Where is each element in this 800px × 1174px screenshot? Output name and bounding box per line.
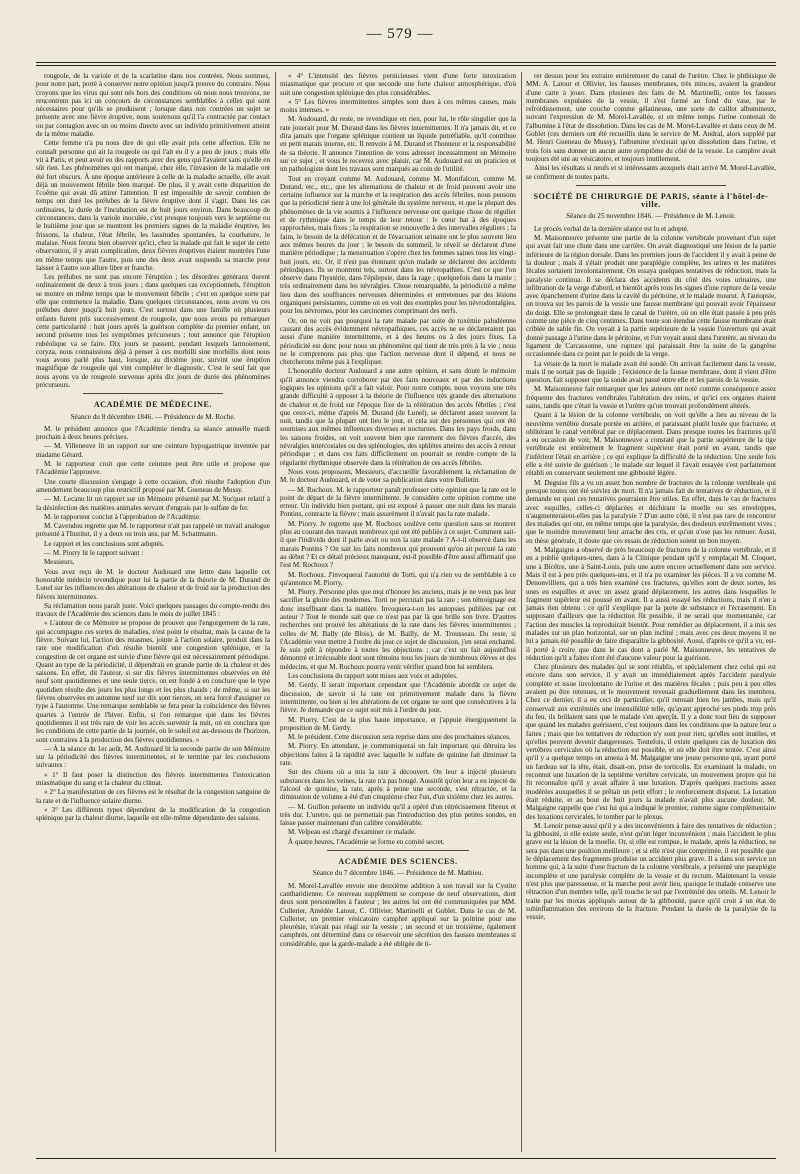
section-title-societe-chirurgie: SOCIÉTÉ DE CHIRURGIE DE PARIS, séante à l'hôtel-de-ville. [533,191,769,210]
paragraph: « 3° Les différents types dépendent de la modification de la congestion splénique par la chaleur diurne, laquelle est elle-même dépendante des saisons. [36,805,270,823]
paragraph: rougeole, de la variole et de la scarlatine dans nos contrées. Nous sommes, pour notre part, porté à conserver notre opinion jusqu'à preuve du contraire. Nous croyons que les virus qui sont nés hors des conditions où nous nous trouvons, ne rencontrent pas ici un concours de circonstances semblables à celles qui sont nécessaires pour qu'ils se produisent ; lorsque dans nos contrées un sujet se présente avec une fièvre éruptive, nous soutenons qu'il l'a contractée par contact ou par contagion avec un ou moins directe avec un individu primitivement atteint de la même maladie. [36,72,270,139]
paragraph: — À la séance du 1er août, M. Audouard lit la seconde partie de son Mémoire sur la périodicité des fièvres intermittentes, et le termine par les conclusions suivantes : [36,744,270,770]
paragraph: M. Rochoux. J'invoquerai l'autorité de Torti, qui n'a rien vu de semblable à ce qu'annonce M. Piorry. [280,570,516,587]
paragraph: Une courte discussion s'engage à cette occasion, d'où résulte l'adoption d'un amendement beaucoup plus restrictif proposé par M. Gueneau de Mussy. [36,477,270,494]
header-rule [36,62,776,63]
paragraph: Messieurs, [44,558,75,567]
paragraph: — M. Guillon présente un individu qu'il a opéré d'un rétrécissement fibreux et très dur. L'uretre, qui ne permettait pas l'introduction des plus petites sondes, en laisse passer maintenant d'un calibre considérable. [280,802,516,828]
paragraph: Les prélubes ne sont pas encore l'éruption ; les désordres généraux durent ordinairement de deux à trois jours ; dans quelques cas exceptionnels, l'éruption se montre en même temps que le mouvement fébrile ; c'est en quelque sorte par elle que commence la maladie. Dans quelques circonstances, nous avons vu ces prélubes durer jusqu'à huit jours. C'est surtout dans une famille où plusieurs enfants furent pris successivement de rougeole, que nous avons pu remarquer cette particularité : huit jours après la guérison complète du premier enfant, un second présente tous les symptômes précurseurs ; tout annonce que l'éruption rubéolique va se faire. Dix jours se passent, pendant lesquels larmoiement, coryza, nous connaissions déjà à penser à ces morbilli sine morbillis dont nous vous avons parlé plus haut, lorsque, au dixième jour, survint une éruption magnifique de rougeole qui vint compléter le diagnostic. C'est le seul fait que nous ayons vu de rougeole survenue après dix jours de durée des phénomènes précurseurs. [36,273,270,389]
column-separator [275,72,276,1152]
paragraph: Le procès verbal de la dernière séance est lu et adopté. [534,224,689,233]
paragraph: L'honorable docteur Audouard a une autre opinion, et sans doute le mémoire qu'il annonce viendra corroborer par des faits nouveaux et par des inductions logiques les opinions qu'il a fait valoir. Pour notre compte, nous voyons une très grande difficulté à opposer à la théorie de l'influence très grande des alternations de chaleur et de froid sur l'époque fixe de la réitération des accès fébriles ; c'est que ceux-ci, même d'après M. Durand (de Lunel), se déclarent assez souvent la nuit, tandis que la plupart ont lieu le jour, et cela sur des personnes qui ont été soumises aux mêmes influences diverses et nocturnes. Dans les pays froids, dans les saisons froides, on voit souvent bien que rarement des fièvres d'accès, des névralgies intercostales ou des splénologies, des sphlètes atteints des accès à retour périodique ; et dans ces faits difficilement on pourrait se rendre compte de la régularité rhythmique observée dans la réitération de ces accès fébriles. [280,367,516,467]
paragraph: M. Piorry. En attendant, je communiquerai un fait important qui détruira les objections faites à la rapidité avec laquelle le sulfate de quinine fait diminuer la rate. [280,742,516,768]
paragraph: « L'auteur de ce Mémoire se propose de prouver que l'engorgement de la rate, qui accompagne ces sortes de maladies, n'est point le résultat, mais la cause de la fièvre. Suivant lui, l'action des miasmes, jointe à l'action solaire, produit dans la rate une modification d'où résulte bientôt une congestion splénique, et la congestion de cet organe est suivie d'une fièvre qui est nécessairement périodique. Quant au type de la périodicité, il dépendrait en grande partie de la chaleur et des saisons. En effet, dit l'auteur, si sur dix fièvres intermittentes observées en été neuf sont quotidiennes et une seule tierce, on est fondé à en conclure que le type quotidien résulte des jours les plus longs et les plus chauds ; de même, si sur les fièvres observées en automne neuf sur dix sont tierces, on sera forcé d'assigner ce type à l'automne. Une remarque semblable se fera pour la coïncidence des fièvres quartes à l'entrée de l'hiver. Enfin, si l'on remarque que dans les fièvres quotidiennes il est très rare de voir les accès survenir la nuit, on en conclura que les conditions de cette partie de la journée, où le soleil est au-dessous de l'horizon, sont contraires à la production des fièvres quotidiennes. » [36,619,270,744]
academie-sciences-report-continued [526,72,776,181]
section-title-academie-sciences: ACADÉMIE DES SCIENCES. [338,857,458,867]
academie-medecine-report [36,425,270,823]
paragraph: Sa réclamation nous paraît juste. Voici quelques passages du compte-rendu des travaux de l'Académie des sciences dans le mois de juillet 1845 : [36,601,270,619]
paragraph: M. Lenoir pense aussi qu'il y a des inconvénients à faire des tentatives de réduction ; la gibbosité, si elle existe seule, n'est qu'un léger inconvénient ; mais l'accident le plus grave est la lésion de la moelle. Or, si elle est rompue, le malade, après la réduction, ne sera pas dans une position meilleure ; et si elle n'est que comprimée, il est possible que le déplacement des fragments produise un accident plus grave. Il a dans son service un homme qui, à la suite d'une fracture de la colonne vertébrale, a présenté une paraplégie incomplète et une paralysie complète de la vessie et du rectum. Maintenant la vessie n'est plus que paresseuse, et la marche peut avoir lieu, quoique le malade conserve une rétraction d'un membre telle, qu'il touche le sol par l'extrémité des orteils. M. Lenoir le traite par les moxas appliqués autour de la gibbosité, parce qu'il croit à un état de subinflammation des environs de la fracture. Pendant la durée de la paralysie de la vessie, [526,821,776,922]
session-line: Séance du 8 décembre 1846. — Présidence de M. Roche. [70,412,236,421]
paragraph: M. Maisonneuve fait remarquer que les auteurs ont noté comme conséquence assez fréquente des fractures vertébrales l'altération des reins, et qu'ici ces organes étaient sains, tandis que c'était la vessie et l'urètre qu'on trouvait profondément altérés. [526,385,776,410]
paragraph: M. le président annonce que l'Académie tiendra sa séance annuelle mardi prochain à deux heures précises. [36,424,270,442]
paragraph: M. le président. Cette discussion sera reprise dans une des prochaines séances. [288,733,511,742]
paragraph: M. Deguise fils a vu un assez bon nombre de fractures de la colonne vertébrale qui presque toutes ont été suivies de mort. Il n'a jamais fait de tentatives de réduction, et il demande en quoi ces tentatives pourraient être utiles. En effet, dans le cas de fractures avec esquilles, celles-ci déplacées et déchirant la moelle ou ses enveloppes, n'augmenteraient-elles pas la paralysie ? D'un autre côté, il n'est pas rare de rencontrer des malades qui ont, en même temps que la paralysie, des douleurs extrêmement vives ; que le moindre mouvement leur arrache des cris, et qu'on n'ose pas les remuer. Aussi, en thèse générale, il doute que ces essais de réduction soient un bon moyen. [526,478,776,545]
societe-chirurgie-report [526,225,776,922]
paragraph: M. Piorry. Je regrette que M. Rochoux soulève cette question sans se montrer plus au courant des travaux nombreux qui ont été publiés à ce sujet. Comment sait-il que l'individu dont il parle avait ou non la rate malade ? A-t-il observé dans les marais Pontins ? On sait les faits nombreux qui prouvent qu'on ait percuté la rate au début ? Et ce détail précieux manquant, est-il possible d'être aussi affirmatif que l'est M. Rochoux ? [280,519,516,570]
paragraph: M. Malgaigne a observé de près beaucoup de fractures de la colonne vertébrale, et il en a publié quelques-unes, dans à la Clinique pendant qu'il y remplaçait M. Cloquet, une à Bicêtre, une à Saint-Louis, puis une autre encore actuellement dans son service. Mais il est à peu près quelques-uns, et il n'a pu examiner les pièces. Il a vu comme M. Denonvilliers, qui a très bien examiné ces fractures, qu'elles sont de deux sortes, les unes en esquilles et avec un assez grand déplacement, les autres dans lesquelles le fragment supérieur est poussé en avant. Il a aussi essayé les réductions, mais il n'en a jamais rien obtenu : ce qu'il s'explique par la perte de substance et l'écrasement. En supposant d'ailleurs que la réduction fût possible, il ne serait que momentanée, car l'action des muscles la reproduirait bientôt. Pour remédier au déplacement, il a mis ses malades sur un plan horizontal, sur un plan incliné ; mais avec ces deux moyens il ne lui a jamais été possible de faire disparaître la gibbosité. Aussi, d'après ce qu'il a vu, est-il porté à croire que dans le cas dont a parlé M. Maisonneuve, les tentatives de réduction qu'il a faites n'ont été d'aucune valeur pour la guérison. [526,546,776,662]
paragraph: Cette femme n'a pu nous dire de qui elle avait pris cette affection. Elle ne connaît personne qui ait la rougeole ou qui l'ait eu il y a peu de jours ; mais elle vit à Paris, et peut avoir eu des rapports avec des gens qui l'avaient sans qu'elle en sût rien. Les phénomènes qui ont marqué, chez elle, l'invasion de la maladie ont été fort obscurs. À une époque antérieure à celle de la maladie actuelle, elle avait déjà un mouvement fébrile bien marqué. De plus, il y avait cette disparition de l'coême qui avait dû attirer l'attention. Il est impossible de savoir combien de temps ont duré les prélubes de la fièvre éruptive dont il s'agit. Dans les cas ordinaires, la durée de l'incubation est de huit jours environ. Dans beaucoup de circonstances, dans la variole inoculée, c'est presque toujours vers le septième ou le huitième jour que se montrent les premiers signes de la maladie éruptive, les frissons, la chaleur, l'état fébrile, les lassitudes spontanées, la courbature, le malaise. Nous ferons bien observer qu'ici, chez la malade qui fait le sujet de cette observation, il y avait complication, deux fièvres éruptives étaient montrées l'une en même temps que l'autre, puis une des deux avait suspendu sa marche pour laisser à l'autre son allure libre et franche. [36,139,270,272]
paragraph: M. Maisonneuve présente une partie de la colonne vertébrale provenant d'un sujet qui avait fait une chute dans une carrière. On avait diagnostiqué une lésion de la partie inférieure de la région dorsale. Dans les premiers jours de l'accident il y avait à peine de la douleur ; mais il s'était produit une paraplégie complète, les urines et les matières fécales sortaient involontairement. On essaya quelques tentatives de réduction, mais la paralysie continua. Il se déclara des accidents du côté des voies urinaires, une infiltration de la verge d'abord, et bientôt après tous les signes d'une rupture de la vessie avec épanchement d'urine dans la cavité du péritoine, et le malade mourut. À l'autopsie, on trouva sur les parois de la vessie une fausse membrane qui pouvait avoir l'épaisseur du doigt. Elle se prolongeait dans le canal de l'urètre, où on elle était passée à peu près comme une pièce de cinq centimes. Dans toute son étendue cette fausse membrane était criblée de sable fin. On voyait à la partie supérieure de la vessie l'ouverture qui avait donné passage à l'urine dans le péritoine, et l'on voyait aussi dans l'uretère, au niveau du ligament de Carcassonne, une rupture qui paraissait être la suite de la gangrène occasionnée dans ce point par le poids de la verge. [526,234,776,359]
column-2 [280,72,516,1152]
paragraph: M. Cavendou regrette que M. le rapporteur n'ait pas rappelé un travail analogue présenté à l'Institut, il y a deux ou trois ans, par M. Schattmann. [36,522,270,539]
paragraph: Nous vous proposons, Messieurs, d'accueillir favorablement la réclamation de M. le docteur Audouard, et de voter sa publication dans votre Bulletin. [280,467,516,485]
column-1 [36,72,270,1152]
paragraph: M. Gerdy. Il serait important cependant que l'Académie abordât ce sujet de discussion, de savoir si la rate est primitivement malade dans la fièvre intermittente, ou bien si les altérations de cet organe ne sont que consécutives à la fièvre. Je demande que ce sujet soit mis à l'ordre du jour. [280,681,516,715]
paragraph: « 1° Il faut poser la distinction des fièvres intermittentes l'intoxication miasmatique du sang et la chaleur du climat. [36,770,270,788]
paragraph: « 4° L'intensité des fièvres pernicieuses vient d'une forte intoxication miasmatique que procure et que seconde une forte chaleur atmosphérique, d'où suit une congestion splénique des plus considérables. [280,72,516,97]
paragraph: Ainsi les résultats si neufs et si intéressants auxquels était arrivé M. Morel-Lavallée, se confirment de toutes parts. [526,164,776,181]
paragraph: « 5° Les fièvres intermittentes simples sont dues à ces mêmes causes, mais moins intenses. » [280,97,516,115]
section-title-academie-medecine: ACADÉMIE DE MÉDECINE. [93,400,213,410]
paragraph: M. Morel-Lavallée envoie une deuxième addition à son travail sur la Cystite cantharidienne. Ce nouveau supplément se compose de neuf observations, dont deux sont personnelles à l'auteur ; les autres lui ont été communiquées par MM. Cullerier, Amédée Latour, C. Ollivier, Martinelli et Goblet. Dans le cas de M. Cullerier, un premier vésicatoire camphré appliqué sur la poitrine pour une pleurésie, n'avait pas réagi sur la vessie ; un second et un troisième, également camphrés, ont déterminé dans ce réservoir une sécrétion des fausses membranes si considérable, que la garde-malade a été obligée de ti- [280,881,516,948]
academie-medecine-report-continued [280,72,516,846]
paragraph: Sur des chiens où a mis la rate à découvert. On leur a injecté plusieurs substances dans les veines, la rate n'a pas bougé. Aussitôt qu'on leur a eu injecté de l'alcool de quinine, la rate, après à peine une seconde, s'est rétractée, et la diminution de volume a été d'un cinquième chez l'un, d'un sixième chez les autres. [280,768,516,802]
paragraph: M. Piorry. C'est de la plus haute importance, et j'appuie énergiquement la proposition de M. Gerdy. [280,715,516,732]
section-divider [83,393,223,394]
session-line: Séance du 7 décembre 1846. — Présidence de M. Mathieu. [312,869,484,878]
column-separator [521,72,522,1152]
paragraph: M. le rapporteur croit que cette ceinture peut être utile et propose que l'Académie l'approuve. [36,460,270,477]
page-number: — 579 — [366,26,434,42]
paragraph: « 2° La manifestation de ces fièvres est le résultat de la congestion sanguine de la rate et de l'influence solaire diurne. [36,788,270,805]
paragraph: Le rapport et les conclusions sont adoptés. [44,539,165,548]
article-measles-continued [36,72,270,389]
paragraph: M. Piorry. Personne plus que moi n'honore les anciens, mais je ne veux pas leur sacrifier la gloire des modernes. Torti ne percutait pas la rate ; son témoignage est donc insuffisant dans la matière. Invoquera-t-on les autopsies publiées par cet auteur ? Tout le monde sait que ce n'est pas par là que brille son livre. D'autres recherches ont prouvé les altérations de la rate dans les fièvres intermittentes ; celles de M. Bally (de Blois), de M. Bailly, de M. Trousseau. Du reste, si l'Académie veut mettre à l'ordre du jour ce sujet de discussion, j'en serai enchanté. Je suis prêt à répondre à toutes les objections ; car c'est un fait aujourd'hui démontré et irrécusable dont sont témoins tous les jours de nombreux élèves et des médecins, et que M. Rochoux pourra venir vérifier quand bon lui semblera. [280,588,516,671]
paragraph: Quant à la lésion de la colonne vertébrale, on voit qu'elle a lieu au niveau de la neuvième vertèbre dorsale portée en arrière, et paraissant plutôt luxée que fracturée, et oblitérant le canal vertébral par ce déplacement. Dans presque toutes les fractures qu'il a eu occasion de voir, M. Maisonneuve a constaté que la partie supérieure de la tige vertébrale est entièrement le fragment supérieur était porté en avant, tandis que l'inférieur l'était en arrière ; ce qui explique la difficulté de la réduction. Une seule fois elle a été suivie de guérison ; le malade sur lequel il l'avait essayée s'est parfaitement rétabli en conservant seulement une gibbosité légère. [526,411,776,478]
paragraph: Vous avez reçu de M. le docteur Audouard une lettre dans laquelle cet honorable médecin revendique pour lui la partie de la théorie de M. Durand de Lunel sur les influences des altérations de chaleur et de froid sur la production des fièvres intermittentes. [36,567,270,601]
paragraph: La vessie de la mort le malade avait été sondé. On arrivait facilement dans la vessie, mais il ne sortait pas de liquide ; l'existence de la fausse membrane, dont il vient d'être question, fait supposer que la sonde avait passé entre elle et les parois de la vessie. [526,359,776,385]
paragraph: M. Velpeau est chargé d'examiner ce malade. [288,828,416,837]
academie-sciences-report [280,882,516,948]
paragraph: Chez plusieurs des malades qui se sont rétablis, et spécialement chez celui qui est encore dans son service, il y avait un immédiatement après l'accident paralysie complète et issue involontaire de l'urine et des matières fécales ; puis peu à peu elles avaient pu être retenues, et le mouvement revenait graduellement dans les membres. Chez ce dernier, il a eu ceci de particulier, qu'il remuait bien les jambes, mais qu'il conservait aux extrémités une insensibilité telle, qu'ayant approché ses pieds trop près du feu, ils brûlaient sans que le malade s'en aperçût. Il y a donc tout lieu de supposer que quand les malades guérissent, c'est toujours dans les conditions que la nature leur a faites ; mais que les tentatives de réduction n'y sont pour rien, qu'elles sont inutiles, et qu'elles peuvent devenir dangereuses. Toutefois, il existe quelques cas de luxation des vertèbres cervicales où la réduction est possible, et où elle doit être tentée. C'est ainsi qu'il y a quelque temps on amena à M. Malgaigne une jeune personne qui, ayant porté un fardeau sur la tête, était, disait-on, prise de torticolis. En examinant la malade, on reconnut une luxation de la septième vertèbre cervicale, un mouvement propre qui lui fit reconnaître qu'il y avait affaire à une luxation. D'après quelques tractions assez modérées auxquelles il se prêtait un petit effort ; le renforcement disparut. La luxation était réduite, et au bout de huit jours la malade n'avait plus aucune douleur. M. Malgaigne rappelle que c'est lui qui a indiqué le premier, comme signe complémentaire des luxations cervicales, le tomber par le plexus. [526,663,776,821]
paragraph: Les conclusions du rapport sont mises aux voix et adoptées. [288,672,458,681]
paragraph: rer dessus pour les extraire entièrement du canal de l'urètre. Chez le phthisique de MM. A. Latour et Ollivier, les fausses membranes, très minces, avaient la grandeur d'une carte à jouer. Dans plusieurs des faits de M. Martinelli, outre les fausses membranes expulsées de la vessie, il s'est formé au fond du vase, par le refroidissement, une couche comme gélatineuse, une sorte de caillot albumineux, suivant l'expression de M. Morel-Lavallée, et en même temps l'urine contenait de l'albumine à l'état de dissolution. Dans les cas de M. Morel-Lavallée et dans ceux de M. Goblet (ces derniers ont été recueillis dans le service de M. Andral, alors suppléé par M. Henri Gueneau de Mussy), l'albumine n'existait qu'en dissolution dans l'urine, et trois fois sans donner un aucun autre symptôme du côté de la vessie. Le camphre avait toujours été uni au vésicatoire, et toujours inutilement. [526,72,776,163]
section-divider [576,185,726,186]
footer-rule [36,1158,776,1159]
paragraph: M. Audouard, du reste, ne revendique en rien, pour lui, le rôle singulier que la rate jouerait pour M. Durand dans les fièvres intermittentes. Il n'a jamais dit, et ce dira jamais que l'organe splénique contient un liquide putréfiable, qu'il contribue en petit marais interne, etc. Il renvoie à M. Durand et l'honneur et la responsabilité de sa théorie. Il annonce l'intention de vous adresser incessamment un Mémoire sur ce sujet ; et vous le recevrez avec plaisir, car M. Audouard est un praticien et un pathologiste dont les travaux sont marqués au coin de l'utilité. [280,115,516,174]
paragraph: M. le rapporteur conclut à l'approbation de l'Académie. [44,512,201,521]
paragraph: Tout en croyant comme M. Audouard, comme M. Montfalcon, comme M. Durand, etc., etc., que les alternations de chaleur et de froid peuvent avoir une certaine influence sur la marche et la respiration des accès fébriles, nous pensons que la périodicité tient à une loi générale du système nerveux, et que la plupart des phénomènes de la vie soumis à l'influence nerveuse ont quelque chose de régulier et de rythmique dans le temps de leur retour : le cœur bat à des époques rapprochées, mais fixes ; la respiration se renouvelle à des intervalles réguliers ; la faim, le besoin de la défécation et de l'évacuation urinaire ont le plus souvent lieu aux mêmes heures du jour ; le besoin du sommeil, le réveil se déclarent d'une manière périodique ; la menstruation s'opère chez les femmes saines tous les vingt-huit jours, etc. Or, il n'est pas étonnant qu'on malade se déclarent des accidents périodiques. Ils se montrent tels, surtout dans les névropathies. C'est ce que l'on observe dans l'hystérie, dans l'épilepsie, dans la rage ; quelquefois dans la manie ; très ordinairement dans les névralgies. Chose remarquable, la périodicité a même lieu dans des souffrances nerveuses déterminées et entretenues par des lésions organiques persistantes, comme on en voit des exemples pour les névrodontalgies, pour les névromes, pour les carcinomes comprimant des nerfs. [280,174,516,316]
paragraph: À quatre heures, l'Académie se forme en comité secret. [288,837,445,846]
paragraph: — M. Piorry lit le rapport suivant : [44,549,144,558]
header-rule-double [36,65,776,66]
section-divider [327,850,469,851]
column-3 [526,72,776,1152]
session-line: Séance du 25 novembre 1846. — Présidence de M. Lenoir. [566,212,736,221]
paragraph: Or, on ne voit pas pourquoi la rate malade par suite de toxémie paludéenne causant des accès évidemment névropathiques, ces accès ne se déclareraient pas aussi d'une manière intermittente, et à des heures ou à des jours fixes. La périodicité est donc pour nous un phénomène qui tient de très près à la vie ; nous ne le comprenons pas plus que l'action nerveuse dont il dépend, et nous ne chercherons même pas à l'expliquer. [280,316,516,367]
paragraph: — M. Villeneuve lit un rapport sur une ceinture hypogastrique inventée par madame Gérard. [36,442,270,459]
paragraph: — M. Lecanu lit un rapport sur un Mémoire présenté par M. Sucquet relatif à la désinfection des matières animales servant d'engrais par le sulfate de fer. [36,495,270,512]
paragraph: — M. Rochoux. M. le rapporteur paraît professer cette opinion que la rate est le point de départ de la fièvre intermittente. Je considère cette opinion comme une erreur. Un individu bien portant, qui est exposé à passer une nuit dans les marais Pontins, contracte la fièvre ; mais assurément il n'avait pas la rate malade. [280,485,516,519]
